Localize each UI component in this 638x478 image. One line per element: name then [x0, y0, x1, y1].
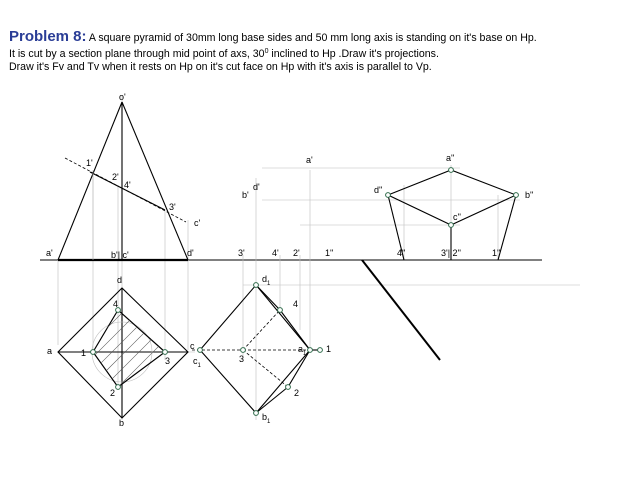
label-tv-2: 2: [110, 388, 116, 398]
label-tv2-1: 1: [326, 344, 332, 354]
miter-line: [362, 260, 440, 360]
auxiliary-view: [386, 168, 519, 260]
label-tv-c: c: [190, 341, 195, 351]
label-sv-3-2-double-prime: 3'| 2'': [441, 248, 462, 258]
top-view: [58, 285, 188, 418]
label-d-prime: d': [187, 248, 194, 258]
label-tv-b: b: [119, 418, 125, 428]
label-tv-1: 1: [81, 348, 87, 358]
label-sv-a-double-prime: a'': [446, 153, 455, 163]
problem-line-2-text-a: It is cut by a section plane through mid point of axs, 30: [9, 48, 265, 60]
label-tv2-4: 4: [293, 299, 299, 309]
label-a-prime: a': [46, 248, 53, 258]
label-sv-4-double-prime: 4'': [397, 248, 406, 258]
label-fv2-d-prime: d': [253, 182, 260, 192]
problem-line-1-text: A square pyramid of 30mm long base sides and 50 mm long axis is standing on it's base on Hp.: [88, 32, 537, 44]
label-tv-4: 4: [113, 299, 119, 309]
front-view: [58, 102, 188, 260]
label-tv2-c1: $c_1$: [193, 356, 201, 369]
label-o-prime: o': [119, 92, 126, 102]
label-tv2-3: 3: [239, 354, 245, 364]
label-tv2-a1: $a_1$: [298, 344, 307, 357]
label-tv2-2: 2: [294, 388, 300, 398]
label-sv-c-double-prime: c'': [453, 212, 461, 222]
label-tv-3: 3: [165, 356, 171, 366]
label-tv-a: a: [47, 346, 53, 356]
degree-superscript: 0: [264, 48, 269, 55]
label-sv-d-double-prime: d'': [374, 185, 383, 195]
label-fv2-1-double-prime: 1'': [325, 248, 334, 258]
label-3-prime: 3': [169, 202, 176, 212]
label-sv-1-double-prime: 1'': [492, 248, 501, 258]
label-tv2-d1: $d_1$: [262, 274, 271, 287]
label-fv2-4-prime: 4': [272, 248, 279, 258]
projector-lines: [58, 95, 580, 420]
label-fv2-2-prime: 2': [293, 248, 300, 258]
section-polygon: [93, 310, 165, 387]
label-1-prime: 1': [86, 158, 93, 168]
problem-line-2-text-b: inclined to Hp .Draw it's projections.: [268, 48, 439, 60]
label-sv-b-double-prime: b'': [525, 190, 534, 200]
section-hatching: [75, 285, 182, 402]
top-view-rotated: [198, 283, 323, 416]
label-c-prime: c': [194, 218, 201, 228]
label-tv-d: d: [117, 275, 123, 285]
label-b-prime-c-prime: b'| c': [111, 250, 129, 260]
label-fv2-b-prime: b': [242, 190, 249, 200]
label-fv2-a-prime: a': [306, 155, 313, 165]
label-tv2-b1: $b_1$: [262, 412, 271, 425]
label-2-prime: 2': [112, 172, 119, 182]
problem-title: Problem 8:: [9, 28, 87, 45]
problem-line-3: Draw it's Fv and Tv when it rests on Hp on it's cut face on Hp with it's axis is parallel to Vp.: [9, 61, 432, 73]
label-fv2-3-prime: 3': [238, 248, 245, 258]
label-4-prime: 4': [124, 180, 131, 190]
